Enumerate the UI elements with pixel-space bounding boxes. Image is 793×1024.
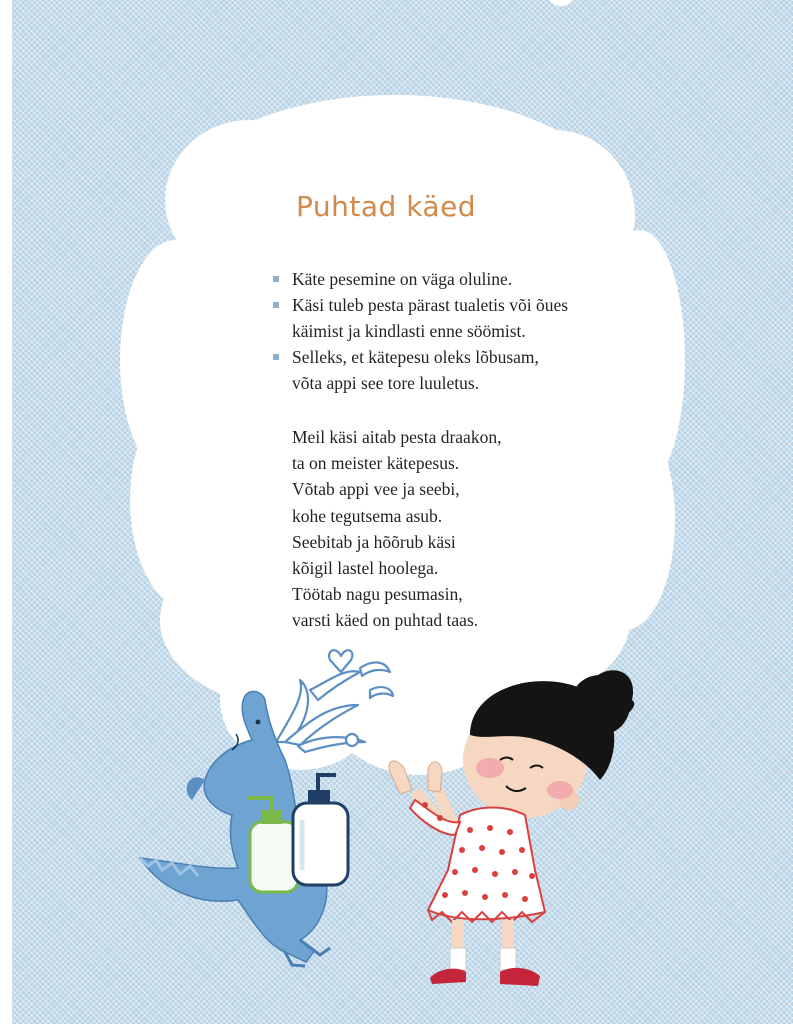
soap-bottle-blue-icon — [293, 775, 348, 885]
bullet-line: Käsi tuleb pesta pärast tualetis või õues — [292, 295, 569, 315]
bullet-line: võta appi see tore luuletus. — [292, 373, 480, 393]
poem-line: Meil käsi aitab pesta draakon, — [292, 427, 502, 447]
poem-line: varsti käed on puhtad taas. — [292, 610, 479, 631]
poem-line: kõigil lastel hoolega. — [292, 558, 439, 579]
poem-line: Seebitab ja hõõrub käsi — [292, 531, 456, 552]
bullet-line: Selleks, et kätepesu oleks lõbusam, — [292, 347, 539, 367]
poem-line: Töötab nagu pesumasin, — [292, 584, 463, 605]
poem-line: kohe tegutsema asub. — [292, 505, 443, 526]
page-title: Puhtad käed — [296, 190, 477, 223]
poem-line: ta on meister kätepesus. — [292, 453, 460, 474]
poem-line: Võtab appi vee ja seebi, — [292, 479, 460, 500]
bullet-line: Käte pesemine on väga oluline. — [292, 269, 513, 289]
bullet-line: käimist ja kindlasti enne söömist. — [292, 321, 526, 341]
water-splash-icon — [276, 650, 393, 752]
girl-icon — [389, 670, 634, 986]
